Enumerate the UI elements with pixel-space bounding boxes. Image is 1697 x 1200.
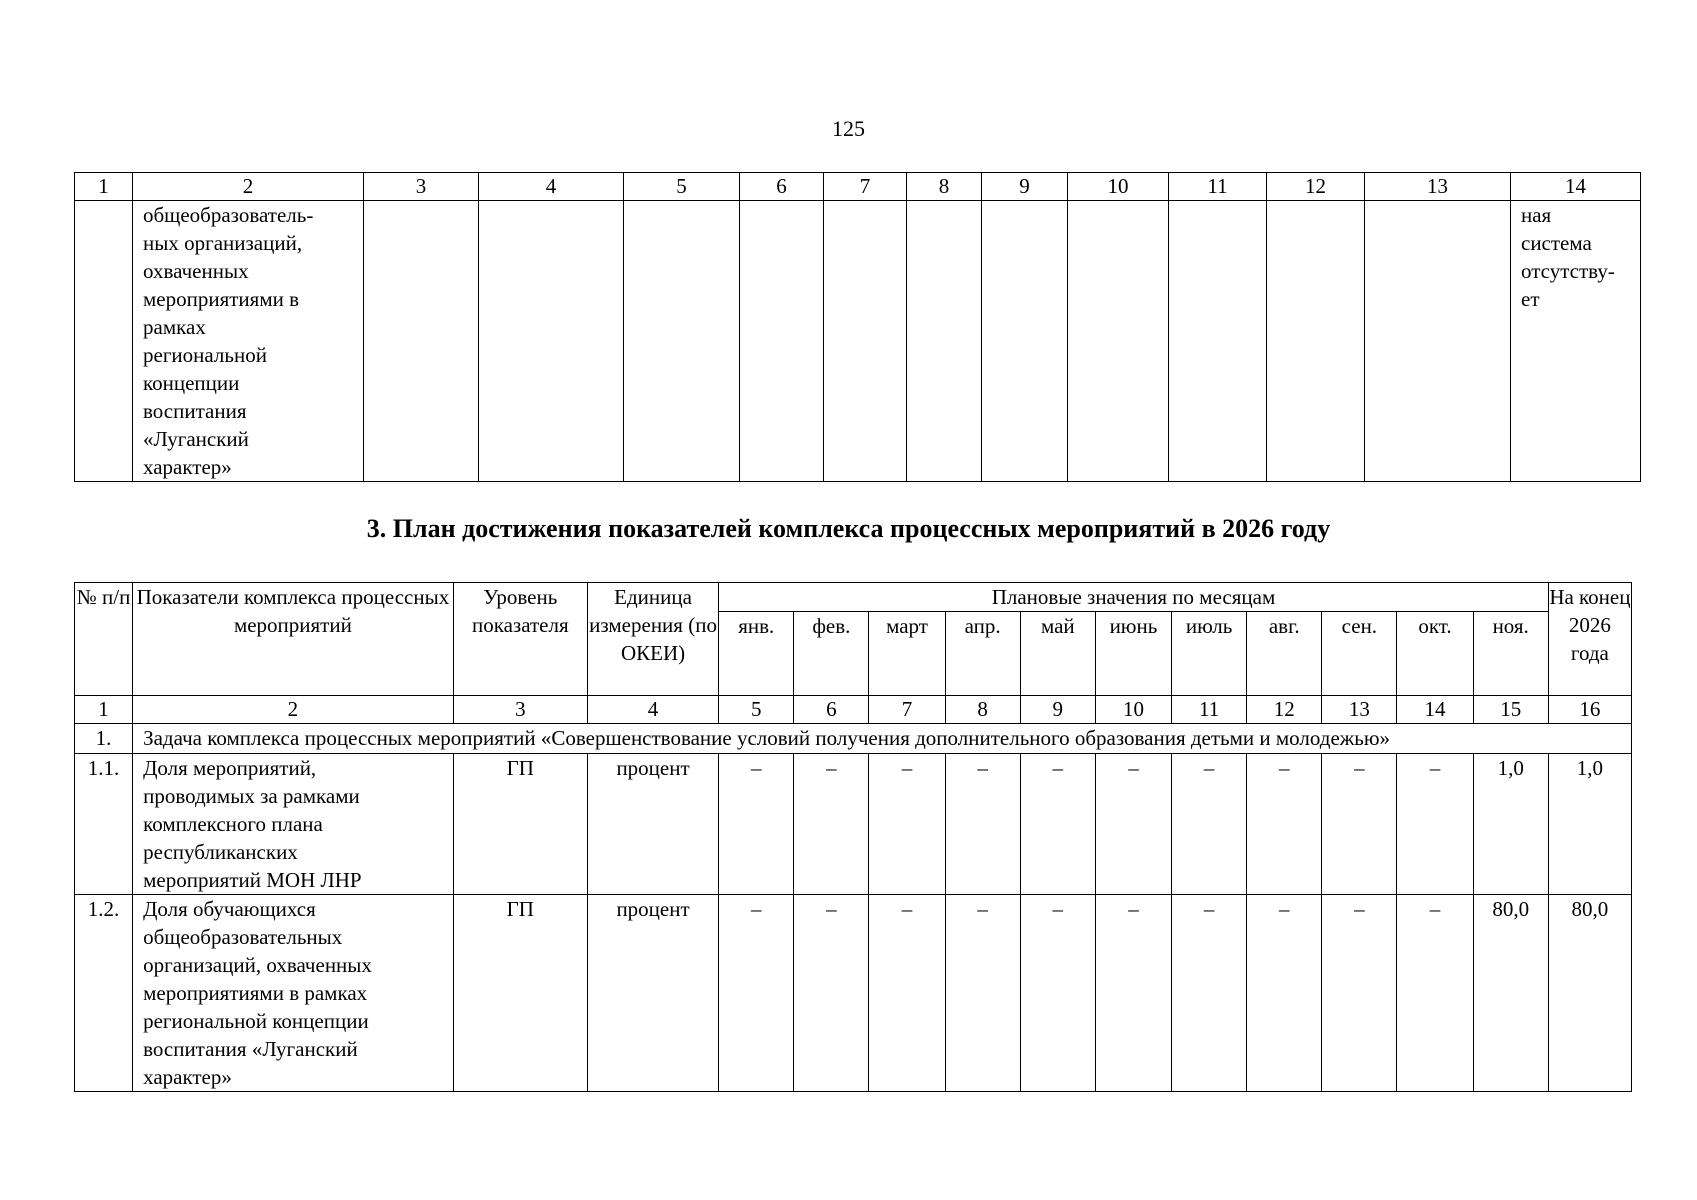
text-line: региональной концепции: [143, 1009, 369, 1033]
page-number: 125: [832, 116, 865, 141]
header-unit: Единица измерения (по ОКЕИ): [587, 583, 718, 696]
column-number-row: [75, 696, 1632, 724]
text-line: система: [1521, 231, 1592, 255]
continued-table: [74, 172, 1641, 482]
column-number-row: [75, 173, 1641, 201]
col-num: 8: [907, 173, 982, 201]
text-line: характер»: [143, 1065, 232, 1089]
col-num: 3: [364, 173, 479, 201]
header-month: ноя.: [1473, 612, 1548, 696]
text-line: организаций, охваченных: [143, 953, 372, 977]
indicator-cell: [133, 201, 364, 482]
plan-table: [74, 582, 1632, 1092]
month-value: –: [794, 754, 869, 895]
header-month: фев.: [794, 612, 869, 696]
header-month: март: [869, 612, 945, 696]
text-line: характер»: [143, 455, 232, 479]
month-value: –: [1322, 895, 1397, 1092]
month-value: –: [1020, 754, 1095, 895]
header-month: июль: [1172, 612, 1247, 696]
month-value: –: [945, 754, 1020, 895]
header-month: янв.: [719, 612, 794, 696]
level-cell: ГП: [453, 895, 587, 1092]
table-row: [75, 895, 1632, 1092]
month-value: –: [1172, 754, 1247, 895]
col-num: 12: [1247, 696, 1322, 724]
col-num: 4: [587, 696, 718, 724]
col-num: 14: [1397, 696, 1473, 724]
header-indicator: Показатели комплекса процессных мероприятий: [133, 583, 454, 696]
table-cell: [740, 201, 824, 482]
text-line: «Луганский: [143, 427, 249, 451]
table-cell: [1365, 201, 1511, 482]
col-num: 2: [133, 696, 454, 724]
header-month: май: [1020, 612, 1095, 696]
month-value: –: [1397, 895, 1473, 1092]
header-num: № п/п: [75, 583, 133, 696]
end-value: 80,0: [1548, 895, 1631, 1092]
table-cell: [1169, 201, 1267, 482]
table-cell: [982, 201, 1068, 482]
row-num: 1.2.: [75, 895, 133, 1092]
month-value: –: [945, 895, 1020, 1092]
table-cell: [75, 201, 133, 482]
month-value: –: [1020, 895, 1095, 1092]
section-title: 3. План достижения показателей комплекса процессных мероприятий в 2026 году: [366, 514, 1331, 543]
col-num: 3: [453, 696, 587, 724]
table-cell: [1068, 201, 1169, 482]
header-planned: Плановые значения по месяцам: [719, 583, 1549, 612]
table-row: [75, 754, 1632, 895]
text-line: Доля обучающихся: [143, 897, 316, 921]
col-num: 1: [75, 696, 133, 724]
unit-cell: процент: [587, 895, 718, 1092]
col-num: 2: [133, 173, 364, 201]
table-cell: [479, 201, 624, 482]
col-num: 13: [1365, 173, 1511, 201]
text-line: комплексного плана: [143, 812, 323, 836]
text-line: мероприятий МОН ЛНР: [143, 868, 362, 892]
text-line: проводимых за рамками: [143, 784, 360, 808]
task-row: [75, 724, 1632, 754]
table-cell: [824, 201, 907, 482]
text-line: мероприятиями в рамках: [143, 981, 368, 1005]
header-end: На конец 2026 года: [1548, 583, 1631, 696]
month-value: –: [1247, 754, 1322, 895]
row-num: 1.1.: [75, 754, 133, 895]
month-value: –: [1095, 895, 1171, 1092]
col-num: 7: [824, 173, 907, 201]
level-cell: ГП: [453, 754, 587, 895]
col-num: 6: [740, 173, 824, 201]
col-num: 8: [945, 696, 1020, 724]
note-cell: [1511, 201, 1641, 482]
table-cell: [907, 201, 982, 482]
col-num: 10: [1068, 173, 1169, 201]
col-num: 14: [1511, 173, 1641, 201]
month-value: –: [719, 895, 794, 1092]
col-num: 5: [719, 696, 794, 724]
col-num: 11: [1172, 696, 1247, 724]
task-num: 1.: [75, 724, 133, 754]
text-line: общеобразователь-: [143, 203, 314, 227]
header-row: [75, 583, 1632, 612]
text-line: охваченных: [143, 259, 249, 283]
text-line: региональной: [143, 343, 267, 367]
col-num: 7: [869, 696, 945, 724]
header-month: сен.: [1322, 612, 1397, 696]
task-text: Задача комплекса процессных мероприятий «Совершенствование условий получения дополнительного образования детьми и молодежью»: [133, 724, 1632, 754]
header-month: авг.: [1247, 612, 1322, 696]
text-line: отсутству-: [1521, 259, 1615, 283]
month-value: –: [719, 754, 794, 895]
month-value: –: [1247, 895, 1322, 1092]
table-cell: [364, 201, 479, 482]
month-value: –: [1322, 754, 1397, 895]
col-num: 12: [1267, 173, 1365, 201]
col-num: 15: [1473, 696, 1548, 724]
col-num: 13: [1322, 696, 1397, 724]
month-value: –: [794, 895, 869, 1092]
end-value: 1,0: [1548, 754, 1631, 895]
text-line: общеобразовательных: [143, 925, 343, 949]
month-value: –: [1172, 895, 1247, 1092]
text-line: Доля мероприятий,: [143, 756, 317, 780]
text-line: воспитания: [143, 399, 247, 423]
indicator-cell: [133, 895, 454, 1092]
month-value: –: [1397, 754, 1473, 895]
header-month: июнь: [1095, 612, 1171, 696]
text-line: концепции: [143, 371, 240, 395]
text-line: мероприятиями в: [143, 287, 300, 311]
text-line: республиканских: [143, 840, 298, 864]
table-cell: [624, 201, 740, 482]
col-num: 10: [1095, 696, 1171, 724]
col-num: 1: [75, 173, 133, 201]
header-month: окт.: [1397, 612, 1473, 696]
unit-cell: процент: [587, 754, 718, 895]
table-cell: [1267, 201, 1365, 482]
col-num: 6: [794, 696, 869, 724]
text-line: ных организаций,: [143, 231, 303, 255]
col-num: 5: [624, 173, 740, 201]
col-num: 4: [479, 173, 624, 201]
col-num: 16: [1548, 696, 1631, 724]
month-value: 1,0: [1473, 754, 1548, 895]
col-num: 9: [1020, 696, 1095, 724]
text-line: воспитания «Луганский: [143, 1037, 358, 1061]
month-value: 80,0: [1473, 895, 1548, 1092]
header-level: Уровень показателя: [453, 583, 587, 696]
month-value: –: [1095, 754, 1171, 895]
indicator-cell: [133, 754, 454, 895]
month-value: –: [869, 895, 945, 1092]
col-num: 9: [982, 173, 1068, 201]
table-row: [75, 201, 1641, 482]
text-line: ет: [1521, 287, 1540, 311]
month-value: –: [869, 754, 945, 895]
text-line: ная: [1521, 203, 1552, 227]
col-num: 11: [1169, 173, 1267, 201]
text-line: рамках: [143, 315, 206, 339]
header-month: апр.: [945, 612, 1020, 696]
